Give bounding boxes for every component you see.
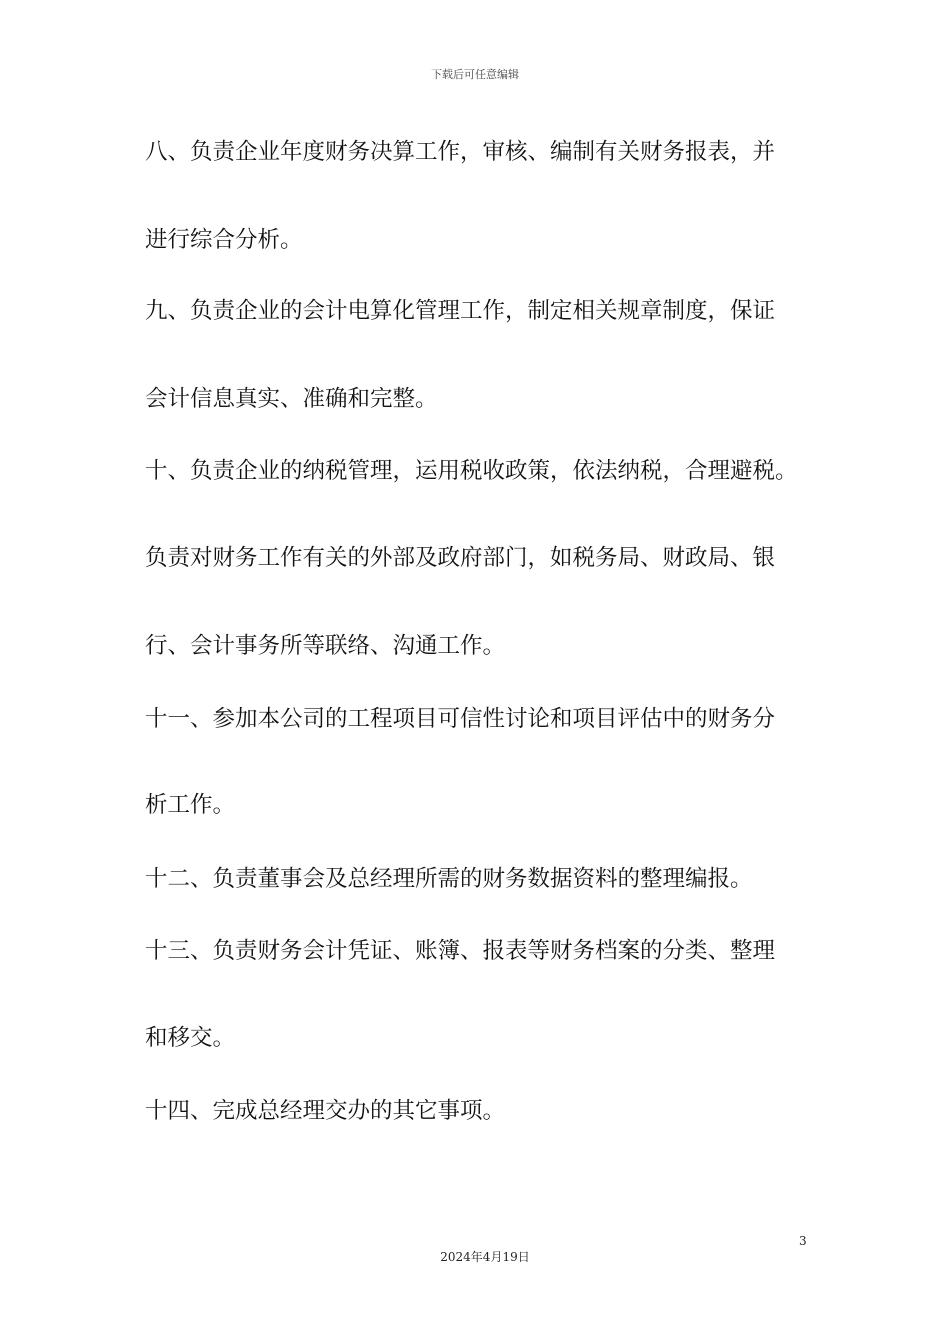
text-line: 十、负责企业的纳税管理，运用税收政策，依法纳税，合理避税。 (145, 458, 798, 484)
text-line: 析工作。 (145, 792, 236, 818)
footer-date: 2024年4月19日 (440, 1250, 530, 1264)
text-line: 负责对财务工作有关的外部及政府部门，如税务局、财政局、银 (145, 545, 776, 571)
text-line: 八、负责企业年度财务决算工作，审核、编制有关财务报表，并 (145, 139, 776, 165)
text-line: 行、会计事务所等联络、沟通工作。 (145, 633, 506, 659)
text-line: 九、负责企业的会计电算化管理工作，制定相关规章制度，保证 (145, 298, 776, 324)
text-line: 十二、负责董事会及总经理所需的财务数据资料的整理编报。 (145, 866, 753, 892)
text-line: 十四、完成总经理交办的其它事项。 (145, 1098, 506, 1124)
text-line: 进行综合分析。 (145, 227, 303, 253)
page-number: 3 (799, 1234, 807, 1248)
text-line: 十一、参加本公司的工程项目可信性讨论和项目评估中的财务分 (145, 706, 776, 732)
text-line: 会计信息真实、准确和完整。 (145, 386, 438, 412)
text-line: 十三、负责财务会计凭证、账簿、报表等财务档案的分类、整理 (145, 938, 776, 964)
text-line: 和移交。 (145, 1025, 236, 1051)
page-header: 下载后可任意编辑 (431, 68, 519, 81)
